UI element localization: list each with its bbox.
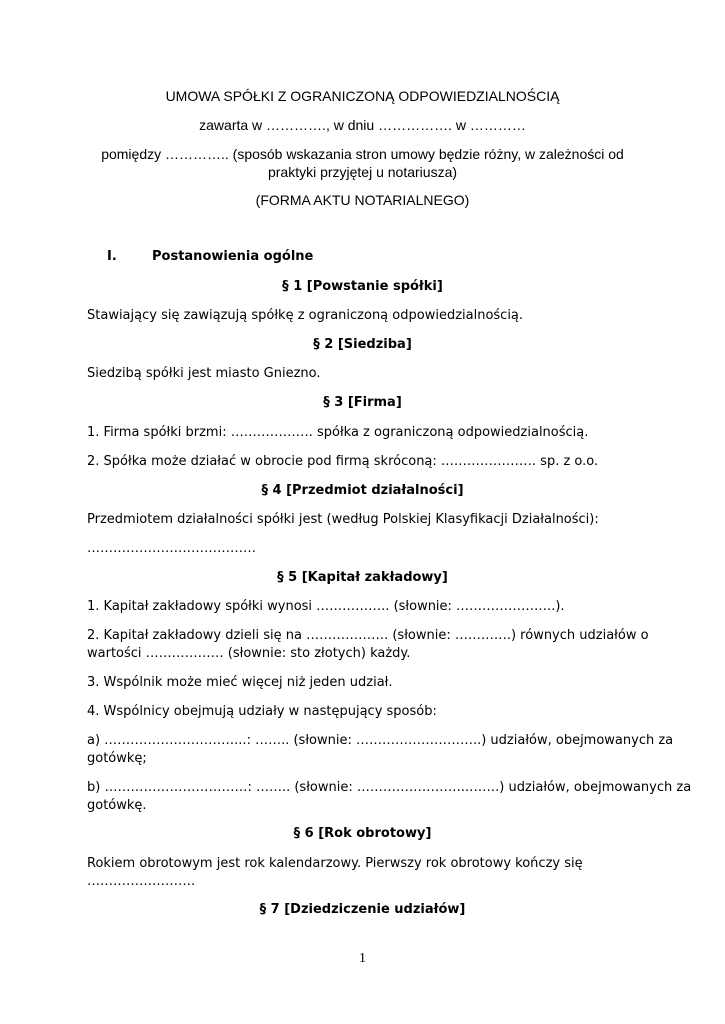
section-number: I. <box>107 249 117 264</box>
parties-line-1: pomiędzy ………….. (sposób wskazania stron umowy będzie różny, w zależności od <box>101 146 624 162</box>
paragraph-4-heading: § 4 [Przedmiot działalności] <box>261 483 464 498</box>
paragraph-5-item-4: 4. Wspólnicy obejmują udziały w następujący sposób: <box>87 704 437 719</box>
paragraph-6-heading: § 6 [Rok obrotowy] <box>293 826 432 841</box>
paragraph-5-heading: § 5 [Kapitał zakładowy] <box>277 570 448 585</box>
paragraph-2-text: Siedzibą spółki jest miasto Gniezno. <box>87 366 321 381</box>
paragraph-3-item-2: 2. Spółka może działać w obrocie pod firmą skróconą: …………………. sp. z o.o. <box>87 454 599 469</box>
paragraph-2-heading: § 2 [Siedziba] <box>313 337 412 352</box>
paragraph-3-item-1: 1. Firma spółki brzmi: ………………. spółka z ograniczoną odpowiedzialnością. <box>87 425 589 440</box>
concluded-line: zawarta w …………., w dniu ……………. w ………… <box>199 117 526 133</box>
parties-line-2: praktyki przyjętej u notariusza) <box>267 164 458 180</box>
notarial-form-note: (FORMA AKTU NOTARIALNEGO) <box>255 192 470 208</box>
paragraph-5-item-a-line-1: a) …………………………...: …….. (słownie: ………………………..) udziałów, obejmowanych za <box>87 733 674 748</box>
paragraph-5-item-1: 1. Kapitał zakładowy spółki wynosi …………….. (słownie: …………………..). <box>87 599 565 614</box>
paragraph-5-item-2-line-2: wartości ……………… (słownie: sto złotych) każdy. <box>87 646 411 661</box>
paragraph-5-item-2-line-1: 2. Kapitał zakładowy dzieli się na ………………. (słownie: ………….) równych udziałów o <box>87 628 649 643</box>
paragraph-6-text-line-2: ……………………. <box>87 874 196 889</box>
paragraph-1-heading: § 1 [Powstanie spółki] <box>282 279 443 294</box>
document-title: UMOWA SPÓŁKI Z OGRANICZONĄ ODPOWIEDZIALNOŚCIĄ <box>165 88 560 104</box>
paragraph-4-blank: ………………………………… <box>87 541 256 556</box>
paragraph-5-item-b-line-2: gotówkę. <box>87 798 147 813</box>
paragraph-5-item-a-line-2: gotówkę; <box>87 751 147 766</box>
paragraph-7-heading: § 7 [Dziedziczenie udziałów] <box>259 902 466 917</box>
section-title: Postanowienia ogólne <box>152 249 314 264</box>
paragraph-3-heading: § 3 [Firma] <box>323 395 402 410</box>
paragraph-6-text-line-1: Rokiem obrotowym jest rok kalendarzowy. Pierwszy rok obrotowy kończy się <box>87 856 583 871</box>
paragraph-5-item-b-line-1: b) ……………………………: …….. (słownie: ……………………..…….) udziałów, obejmowanych za <box>87 780 692 795</box>
paragraph-4-text: Przedmiotem działalności spółki jest (według Polskiej Klasyfikacji Działalności): <box>87 512 599 527</box>
paragraph-5-item-3: 3. Wspólnik może mieć więcej niż jeden udział. <box>87 675 393 690</box>
page-number: 1 <box>359 951 366 966</box>
paragraph-1-text: Stawiający się zawiązują spółkę z ograniczoną odpowiedzialnością. <box>87 308 524 323</box>
